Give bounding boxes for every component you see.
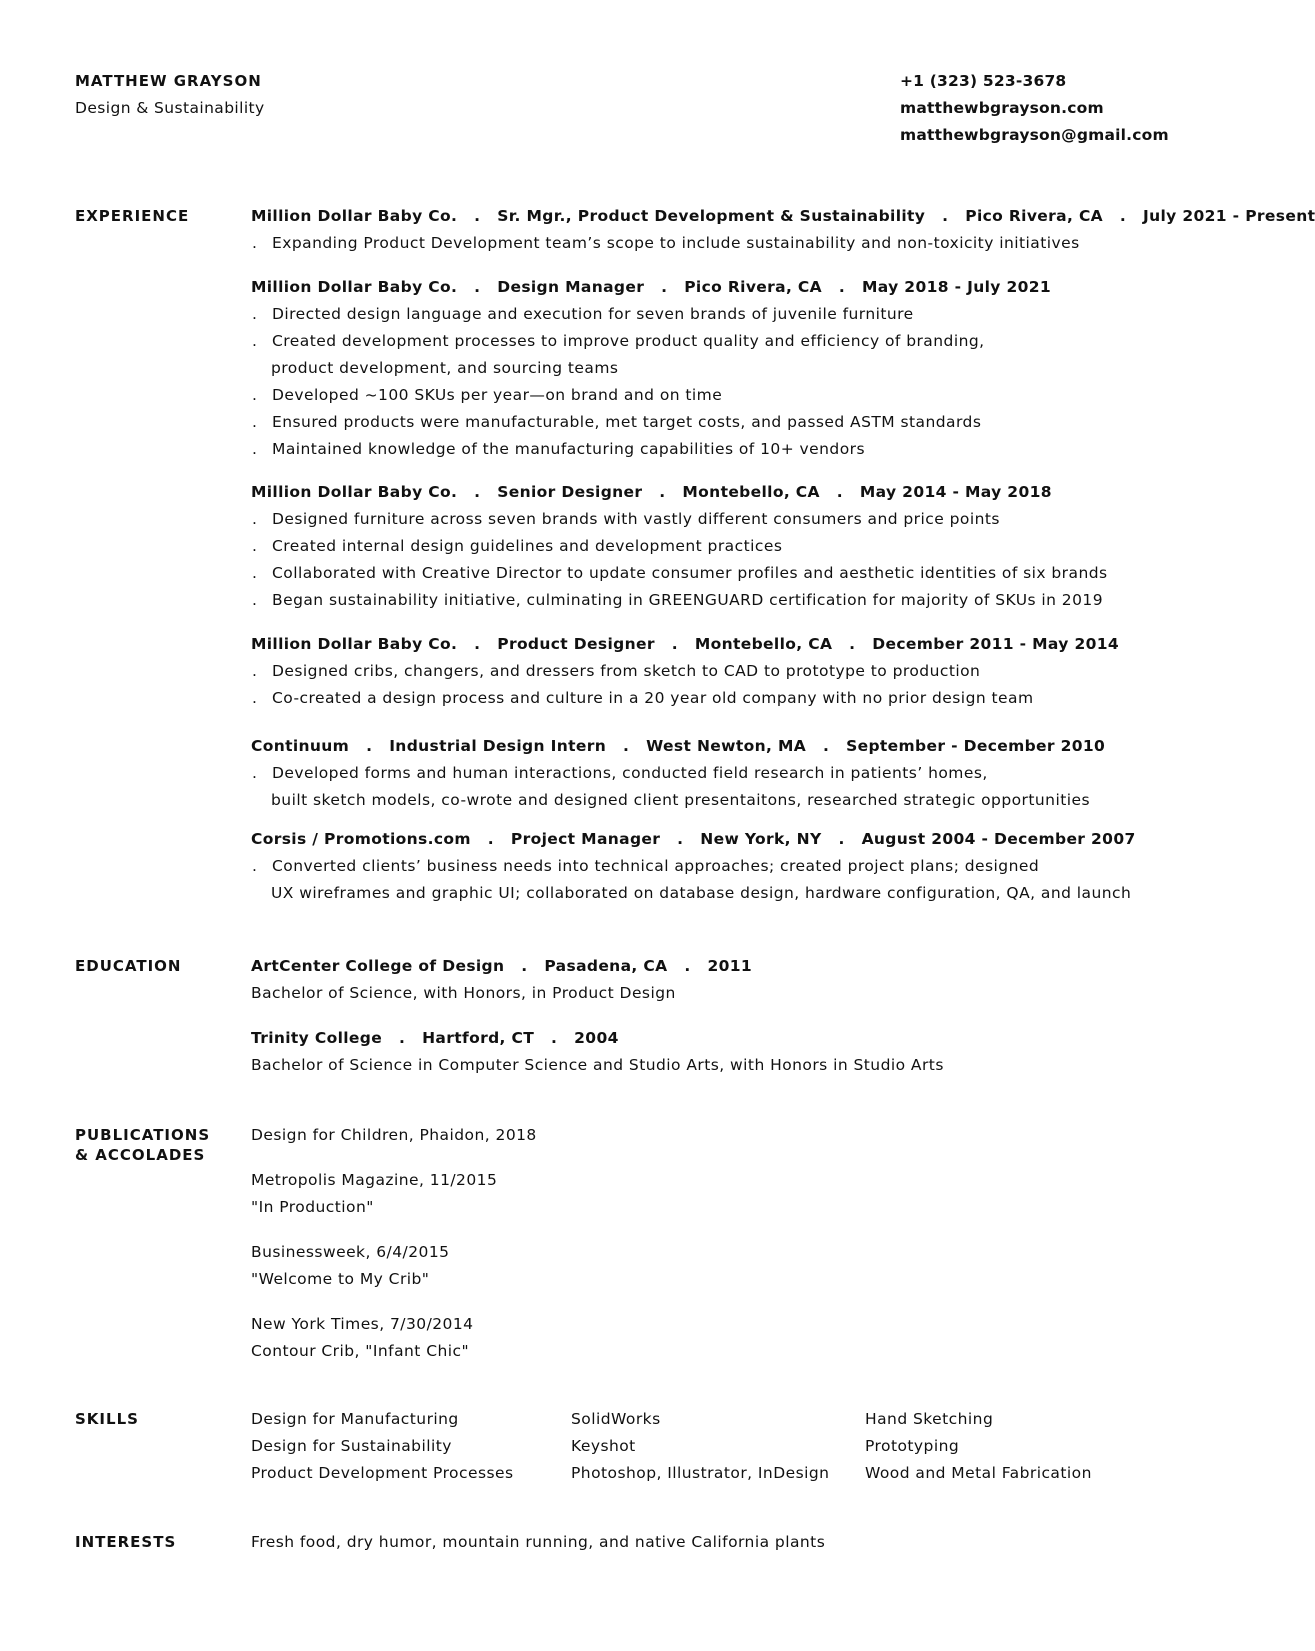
publication-item: Metropolis Magazine, 11/2015 "In Production" (251, 1171, 498, 1216)
job-heading: Million Dollar Baby Co. . Design Manager . Pico Rivera, CA . May 2018 - July 2021 (251, 278, 1052, 296)
skill-item: SolidWorks (571, 1410, 661, 1428)
job-location: Pico Rivera, CA (965, 207, 1104, 225)
job-bullet-continuation: built sketch models, co-wrote and designed client presentaitons, researched strategic opportunities (271, 791, 1091, 809)
experience-entry (251, 631, 1119, 712)
job-title: Design Manager (497, 278, 645, 296)
school-location: Pasadena, CA (544, 957, 668, 975)
contact-email[interactable]: matthewbgrayson@gmail.com (900, 126, 1169, 144)
job-bullet: . Designed furniture across seven brands with vastly different consumers and price points (252, 510, 1000, 528)
job-title: Industrial Design Intern (389, 737, 607, 755)
job-location: Montebello, CA (694, 635, 833, 653)
job-bullet: . Created internal design guidelines and development practices (252, 537, 783, 555)
job-location: New York, NY (700, 830, 822, 848)
publication-item: New York Times, 7/30/2014 Contour Crib, "Infant Chic" (251, 1315, 474, 1360)
skill-item: Hand Sketching (865, 1410, 994, 1428)
job-heading: Million Dollar Baby Co. . Sr. Mgr., Product Development & Sustainability . Pico Rivera, CA . July 2021 - Present (251, 207, 1315, 225)
job-bullet: . Expanding Product Development team’s scope to include sustainability and non-toxicity initiatives (252, 234, 1080, 252)
interests-section (251, 1529, 1261, 1556)
job-bullet: . Developed forms and human interactions, conducted field research in patients’ homes, (252, 764, 988, 782)
job-company: Continuum (251, 737, 350, 755)
job-bullet: . Converted clients’ business needs into technical approaches; created project plans; designed (252, 857, 1040, 875)
skill-item: Photoshop, Illustrator, InDesign (571, 1464, 830, 1482)
skills-column (251, 1406, 514, 1487)
school-name: Trinity College (251, 1029, 383, 1047)
school-year: 2011 (707, 957, 752, 975)
skill-item: Wood and Metal Fabrication (865, 1464, 1092, 1482)
job-bullet-continuation: product development, and sourcing teams (271, 359, 619, 377)
job-dates: May 2014 - May 2018 (859, 483, 1052, 501)
job-dates: August 2004 - December 2007 (861, 830, 1136, 848)
job-dates: July 2021 - Present (1143, 207, 1315, 225)
contact-block (900, 72, 1169, 153)
contact-website[interactable]: matthewbgrayson.com (900, 99, 1104, 117)
job-title: Sr. Mgr., Product Development & Sustainability (497, 207, 926, 225)
job-dates: December 2011 - May 2014 (872, 635, 1119, 653)
school-degree: Bachelor of Science in Computer Science and Studio Arts, with Honors in Studio Arts (251, 1056, 944, 1074)
skills-column (865, 1406, 1092, 1487)
skill-item: Product Development Processes (251, 1464, 514, 1482)
section-label-skills: SKILLS (75, 1410, 139, 1428)
contact-phone: +1 (323) 523-3678 (900, 72, 1067, 90)
job-location: West Newton, MA (646, 737, 807, 755)
job-company: Corsis / Promotions.com (251, 830, 471, 848)
job-location: Montebello, CA (682, 483, 820, 501)
skill-item: Design for Manufacturing (251, 1410, 459, 1428)
school-heading: ArtCenter College of Design . Pasadena, CA . 2011 (251, 957, 752, 975)
job-title: Project Manager (510, 830, 661, 848)
job-company: Million Dollar Baby Co. (251, 207, 458, 225)
resume-subtitle: Design & Sustainability (75, 99, 265, 117)
job-bullet: . Co-created a design process and culture in a 20 year old company with no prior design team (252, 689, 1034, 707)
job-title: Senior Designer (497, 483, 643, 501)
skills-column (571, 1406, 829, 1487)
school-location: Hartford, CT (422, 1029, 535, 1047)
education-entry (251, 953, 752, 1007)
skill-item: Prototyping (865, 1437, 960, 1455)
job-dates: May 2018 - July 2021 (862, 278, 1052, 296)
job-bullet: . Maintained knowledge of the manufacturing capabilities of 10+ vendors (252, 440, 865, 458)
section-label-publications: PUBLICATIONS & ACCOLADES (75, 1126, 211, 1164)
experience-entry (251, 203, 1315, 257)
job-company: Million Dollar Baby Co. (251, 483, 458, 501)
job-heading: Corsis / Promotions.com . Project Manager . New York, NY . August 2004 - December 2007 (251, 830, 1136, 848)
publication-item: Businessweek, 6/4/2015 "Welcome to My Crib" (251, 1243, 450, 1288)
job-dates: September - December 2010 (846, 737, 1106, 755)
resume-name: MATTHEW GRAYSON (75, 72, 262, 90)
job-bullet: . Created development processes to improve product quality and efficiency of branding, (252, 332, 985, 350)
job-heading: Continuum . Industrial Design Intern . West Newton, MA . September - December 2010 (251, 737, 1106, 755)
school-name: ArtCenter College of Design (251, 957, 505, 975)
school-year: 2004 (574, 1029, 619, 1047)
school-heading: Trinity College . Hartford, CT . 2004 (251, 1029, 619, 1047)
section-label-experience: EXPERIENCE (75, 207, 190, 225)
job-bullet: . Directed design language and execution for seven brands of juvenile furniture (252, 305, 914, 323)
job-location: Pico Rivera, CA (684, 278, 822, 296)
job-title: Product Designer (497, 635, 655, 653)
experience-entry (251, 479, 1108, 614)
education-entry (251, 1025, 944, 1079)
publication-item: Design for Children, Phaidon, 2018 (251, 1126, 537, 1144)
interests-text: Fresh food, dry humor, mountain running, and native California plants (251, 1533, 826, 1551)
section-label-interests: INTERESTS (75, 1533, 177, 1551)
job-bullet: . Began sustainability initiative, culminating in GREENGUARD certification for majority of SKUs in 2019 (252, 591, 1104, 609)
section-label-education: EDUCATION (75, 957, 182, 975)
school-degree: Bachelor of Science, with Honors, in Product Design (251, 984, 676, 1002)
job-bullet: . Designed cribs, changers, and dressers from sketch to CAD to prototype to production (252, 662, 981, 680)
job-bullet: . Ensured products were manufacturable, met target costs, and passed ASTM standards (252, 413, 982, 431)
job-company: Million Dollar Baby Co. (251, 635, 458, 653)
job-bullet-continuation: UX wireframes and graphic UI; collaborated on database design, hardware configuration, QA, and launch (271, 884, 1132, 902)
skill-item: Keyshot (571, 1437, 636, 1455)
job-bullet: . Developed ~100 SKUs per year—on brand and on time (252, 386, 723, 404)
job-heading: Million Dollar Baby Co. . Senior Designer . Montebello, CA . May 2014 - May 2018 (251, 483, 1052, 501)
experience-entry (251, 733, 1105, 814)
experience-entry (251, 274, 1051, 463)
job-company: Million Dollar Baby Co. (251, 278, 458, 296)
job-bullet: . Collaborated with Creative Director to update consumer profiles and aesthetic identities of six brands (252, 564, 1108, 582)
experience-entry (251, 826, 1136, 907)
skill-item: Design for Sustainability (251, 1437, 452, 1455)
job-heading: Million Dollar Baby Co. . Product Designer . Montebello, CA . December 2011 - May 2014 (251, 635, 1119, 653)
